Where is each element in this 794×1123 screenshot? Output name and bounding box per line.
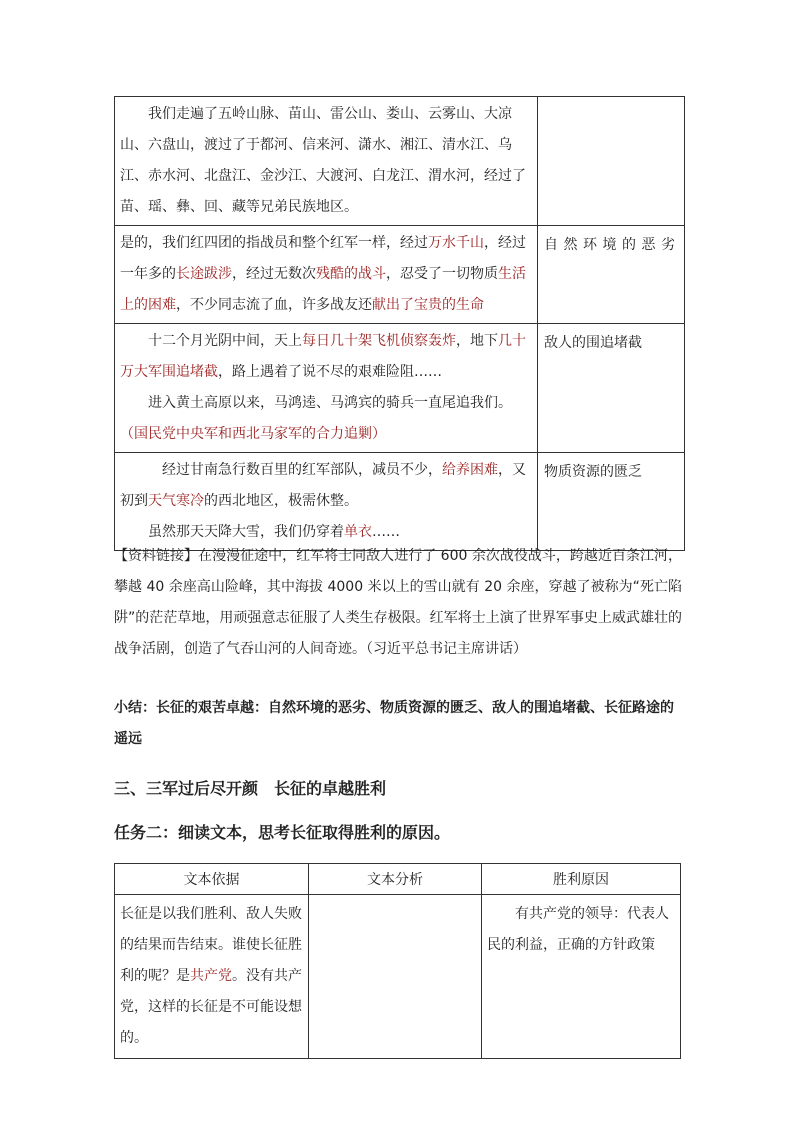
text-span: 。没有共产党，这样的长征是不可能设想的。 (120, 968, 302, 1046)
highlight-text: （国民党中央军和西北马家军的合力追剿） (120, 426, 386, 442)
cell-text: 有共产党的领导：代表人民的利益，正确的方针政策 (487, 906, 669, 953)
highlight-text: 生活上的困难 (120, 266, 526, 313)
cell-text: 我们走遍了五岭山脉、苗山、雷公山、娄山、云雾山、大凉山、六盘山，渡过了于都河、信来河、潇水、湘江、清水江、乌江、赤水河、北盘江、金沙江、大渡河、白龙江、渭水河，经过了苗、瑶、彝、回、藏等兄弟民族地区。 (120, 106, 526, 215)
text-span: 经过甘南急行数百里的红军部队，减员不少， (162, 462, 442, 478)
highlight-text: 长途跋涉 (176, 266, 232, 282)
column-header: 文本分析 (309, 864, 482, 895)
section-heading: 三、三军过后尽开颜 长征的卓越胜利 (114, 779, 387, 798)
cell-text (120, 326, 532, 388)
highlight-text: 每日几十架飞机侦察轰炸 (302, 333, 456, 349)
text-span: ，路上遇着了说不尽的艰难险阻…… (218, 364, 442, 380)
table-cell (115, 226, 538, 324)
cell-text (120, 455, 532, 517)
table-cell (309, 895, 482, 1059)
text-span: ，又初到 (120, 462, 526, 509)
table-cell (115, 97, 538, 226)
table-cell (115, 324, 538, 453)
narrative-table (114, 96, 685, 551)
text-span: 十二个月光阴中间，天上 (148, 333, 302, 349)
cell-text (120, 228, 532, 321)
highlight-text: 献出了宝贵的生命 (372, 297, 484, 313)
table-cell (538, 453, 685, 551)
task-heading: 任务二：细读文本，思考长征取得胜利的原因。 (114, 823, 451, 842)
text-span: 进入黄土高原以来，马鸿逵、马鸿宾的骑兵一直尾追我们。 (148, 395, 512, 411)
text-span: ，经过无数次 (232, 266, 316, 282)
text-span: 长征是以我们胜利、敌人失败的结果而告结束。谁使长征胜利的呢？是 (120, 906, 302, 984)
table-cell (538, 97, 685, 226)
text-span: 虽然那天天降大雪，我们仍穿着 (148, 524, 344, 540)
victory-reasons-table (114, 863, 681, 1059)
cell-text (120, 388, 532, 450)
text-span: ，地下 (456, 333, 498, 349)
table-row (115, 97, 685, 226)
highlight-text: 残酷的战斗 (316, 266, 386, 282)
column-header: 胜利原因 (482, 864, 681, 895)
table-cell (482, 895, 681, 1059)
text-span: 的西北地区，极需休整。 (204, 493, 358, 509)
table-row (115, 324, 685, 453)
text-span: ，经过一年多的 (120, 235, 526, 282)
highlight-text: 几十万大军围追堵截 (120, 333, 526, 380)
highlight-text: 给养困难 (442, 462, 498, 478)
table-row (115, 226, 685, 324)
cell-label: 物质资源的匮乏 (544, 464, 642, 480)
highlight-text: 天气寒冷 (148, 493, 204, 509)
table-row (115, 453, 685, 551)
text-span: …… (372, 524, 400, 540)
cell-label: 敌人的围追堵截 (544, 335, 642, 351)
highlight-text: 共产党 (190, 968, 232, 984)
table-cell (115, 453, 538, 551)
cell-text (120, 899, 303, 1054)
cell-label: 自然环境的恶劣 (544, 237, 678, 253)
highlight-text: 单衣 (344, 524, 372, 540)
table-cell (115, 895, 309, 1059)
resource-link-paragraph: 【资料链接】在漫漫征途中，红军将士同敌人进行了 600 余次战役战斗，跨越近百条江河，攀越 40 余座高山险峰，其中海拔 4000 米以上的雪山就有 20 余座，穿越了被称为“死亡陷阱”的茫茫草地，用顽强意志征服了人类生存极限。红军将士上演了世界军事史上威武雄壮的战争活剧，创造了气吞山河的人间奇迹。（习近平总书记主席讲话） (114, 548, 682, 657)
table-row (115, 895, 681, 1059)
summary-paragraph: 小结：长征的艰苦卓越：自然环境的恶劣、物质资源的匮乏、敌人的围追堵截、长征路途的遥远 (114, 700, 674, 747)
text-span: ，忍受了一切物质 (386, 266, 498, 282)
highlight-text: 万水千山 (428, 235, 484, 251)
column-header: 文本依据 (115, 864, 309, 895)
text-span: 是的，我们红四团的指战员和整个红军一样，经过 (120, 235, 428, 251)
table-cell (538, 226, 685, 324)
text-span: ，不少同志流了血，许多战友还 (176, 297, 372, 313)
table-cell (538, 324, 685, 453)
table-header-row (115, 864, 681, 895)
